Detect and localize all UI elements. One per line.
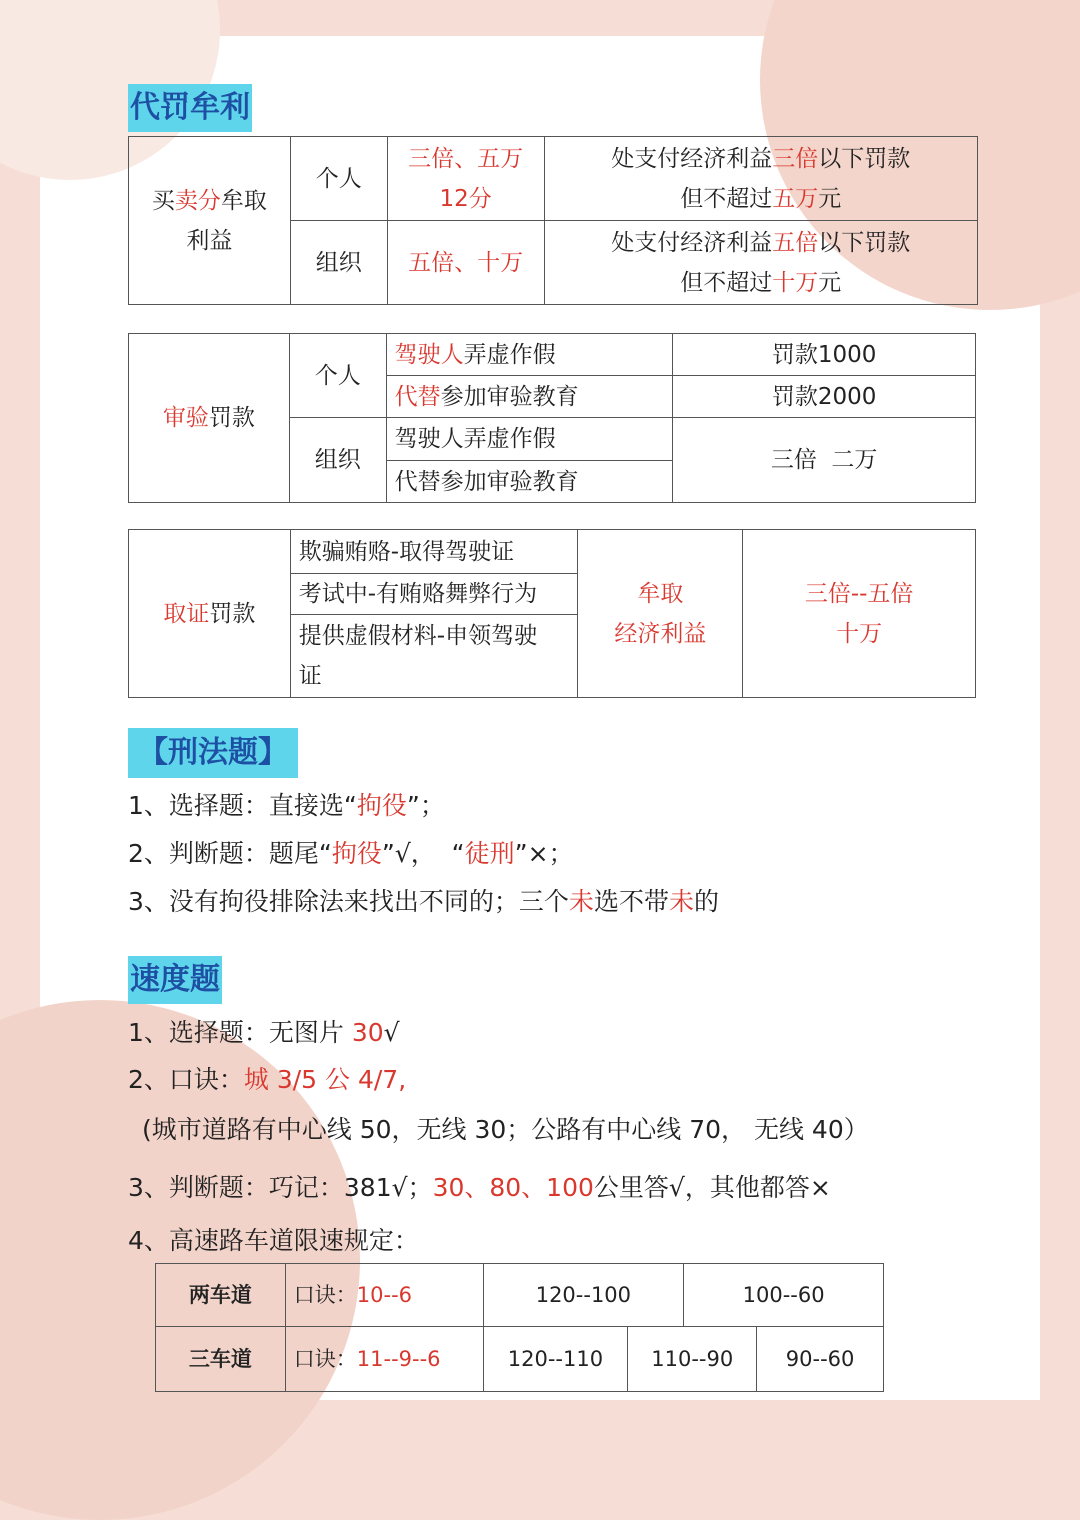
section-heading-criminal: 【刑法题】 (128, 728, 298, 778)
table-lane-speed (155, 1263, 884, 1392)
desc-organization: 处支付经济利益五倍以下罚款 但不超过十万元 (544, 221, 977, 305)
speed-line-3: 3、判断题：巧记：381√；30、80、100公里答√，其他都答× (128, 1173, 831, 1202)
two-lane-speed-1: 120--100 (483, 1264, 684, 1327)
desc-individual: 处支付经济利益三倍以下罚款 但不超过五万元 (544, 137, 977, 221)
table-license-fine (128, 529, 976, 698)
review-row: 代替参加审验教育 (386, 461, 673, 503)
license-penalty: 三倍--五倍 十万 (743, 530, 976, 698)
three-lane-mnemonic: 口诀：11--9--6 (285, 1327, 483, 1392)
three-lane-speed-3: 90--60 (757, 1327, 884, 1392)
criminal-line-1: 1、选择题：直接选“拘役”； (128, 791, 445, 820)
review-row: 代替参加审验教育 (386, 376, 673, 418)
criminal-line-3: 3、没有拘役排除法来找出不同的；三个未选不带未的 (128, 887, 719, 916)
review-org-fine: 三倍 二万 (673, 418, 976, 503)
three-lane-label: 三车道 (156, 1327, 286, 1392)
amount-individual: 三倍、五万 12分 (387, 137, 544, 221)
table-penalty-profit (128, 136, 978, 305)
license-item: 欺骗贿赂-取得驾驶证 (290, 530, 578, 574)
review-label: 审验罚款 (129, 334, 290, 503)
two-lane-speed-2: 100--60 (684, 1264, 884, 1327)
who-organization: 组织 (290, 221, 387, 305)
review-organization: 组织 (289, 418, 386, 503)
license-item: 提供虚假材料-申领驾驶 证 (290, 615, 578, 698)
license-item: 考试中-有贿赂舞弊行为 (290, 574, 578, 615)
license-label: 取证罚款 (129, 530, 291, 698)
review-fine: 罚款1000 (673, 334, 976, 376)
review-individual: 个人 (289, 334, 386, 418)
three-lane-speed-2: 110--90 (628, 1327, 757, 1392)
speed-line-2b: (城市道路有中心线 50，无线 30；公路有中心线 70， 无线 40） (142, 1115, 869, 1144)
review-row: 驾驶人弄虚作假 (386, 334, 673, 376)
who-individual: 个人 (290, 137, 387, 221)
table-review-fine (128, 333, 976, 503)
amount-organization: 五倍、十万 (387, 221, 544, 305)
speed-line-1: 1、选择题：无图片 30√ (128, 1018, 400, 1047)
license-purpose: 牟取 经济利益 (578, 530, 743, 698)
review-fine: 罚款2000 (673, 376, 976, 418)
two-lane-mnemonic: 口诀：10--6 (285, 1264, 483, 1327)
speed-line-2: 2、口诀：城 3/5 公 4/7, (128, 1065, 407, 1094)
three-lane-speed-1: 120--110 (483, 1327, 628, 1392)
review-row: 驾驶人弄虚作假 (386, 418, 673, 461)
two-lane-label: 两车道 (156, 1264, 286, 1327)
row-label: 买卖分牟取 利益 (129, 137, 291, 305)
speed-line-4: 4、高速路车道限速规定： (128, 1226, 419, 1255)
criminal-line-2: 2、判断题：题尾“拘役”√， “徒刑”×； (128, 839, 574, 868)
section-heading-speed: 速度题 (128, 956, 222, 1004)
section-heading-penalty-profit: 代罚牟利 (128, 84, 252, 132)
